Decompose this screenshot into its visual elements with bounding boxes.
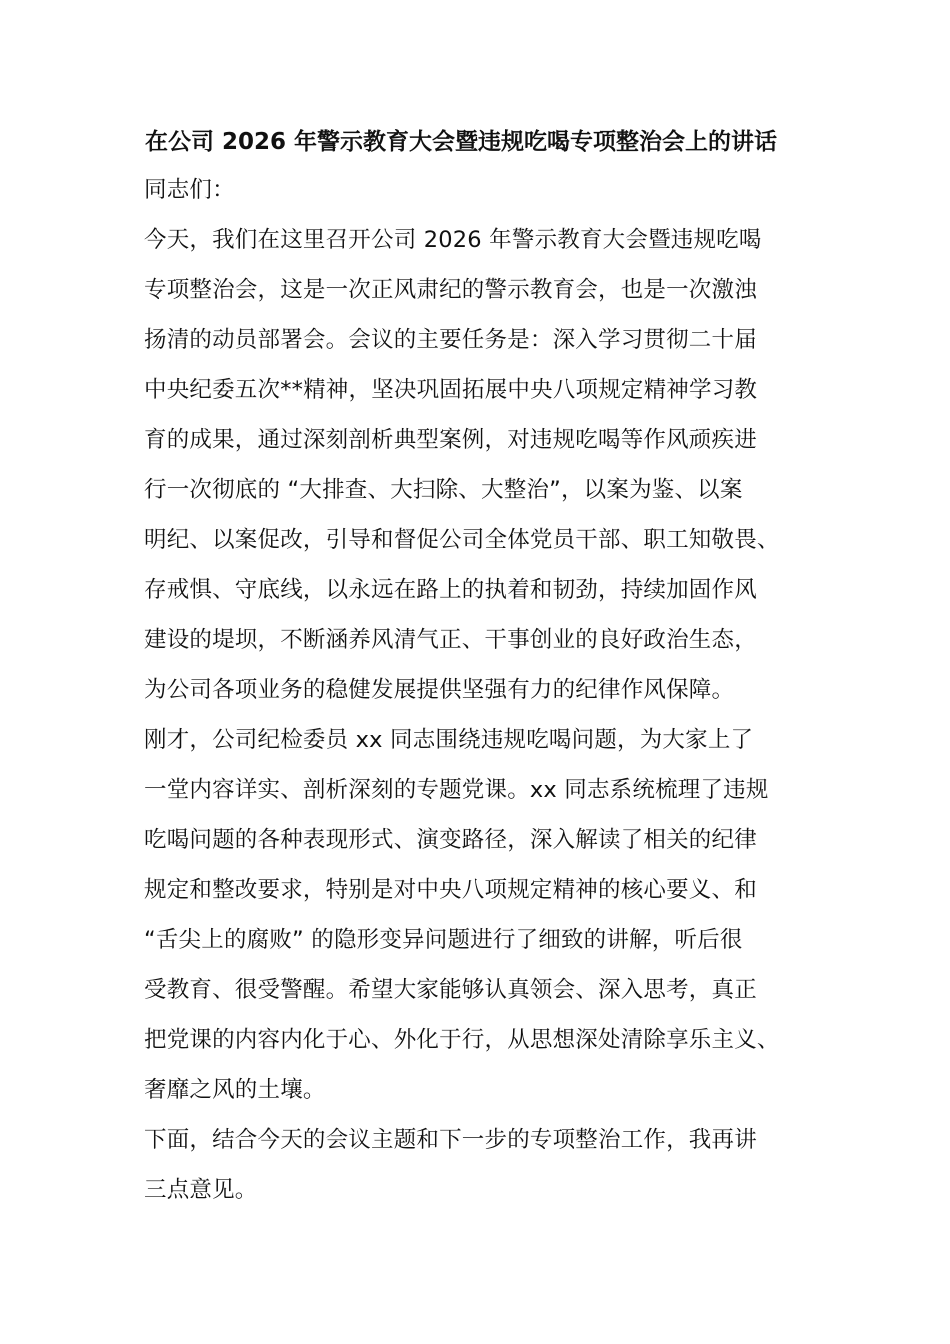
text-line: 明纪、以案促改，引导和督促公司全体党员干部、职工知敬畏、: [144, 527, 780, 553]
text-line: 三点意见。: [144, 1177, 258, 1203]
text-line: 受教育、很受警醒。希望大家能够认真领会、深入思考，真正: [144, 977, 757, 1003]
document-title: 在公司 2026 年警示教育大会暨违规吃喝专项整治会上的讲话: [145, 129, 778, 155]
text-line: 吃喝问题的各种表现形式、演变路径，深入解读了相关的纪律: [144, 827, 757, 853]
text-line: 规定和整改要求，特别是对中央八项规定精神的核心要义、和: [144, 877, 757, 903]
text-line: 扬清的动员部署会。会议的主要任务是：深入学习贯彻二十届: [144, 327, 757, 353]
text-line: “舌尖上的腐败” 的隐形变异问题进行了细致的讲解，听后很: [144, 927, 743, 953]
text-line: 存戒惧、守底线，以永远在路上的执着和韧劲，持续加固作风: [144, 577, 757, 603]
text-line: 中央纪委五次**精神，坚决巩固拓展中央八项规定精神学习教: [144, 377, 758, 403]
text-line: 一堂内容详实、剖析深刻的专题党课。xx 同志系统梳理了违规: [144, 777, 769, 803]
text-line: 为公司各项业务的稳健发展提供坚强有力的纪律作风保障。: [144, 677, 735, 703]
text-line: 刚才，公司纪检委员 xx 同志围绕违规吃喝问题，为大家上了: [144, 727, 754, 753]
text-line: 把党课的内容内化于心、外化于行，从思想深处清除享乐主义、: [144, 1027, 780, 1053]
text-line: 育的成果，通过深刻剖析典型案例，对违规吃喝等作风顽疾进: [144, 427, 757, 453]
text-line: 今天，我们在这里召开公司 2026 年警示教育大会暨违规吃喝: [144, 227, 762, 253]
text-line: 建设的堤坝，不断涵养风清气正、干事创业的良好政治生态，: [144, 627, 757, 653]
text-line: 行一次彻底的 “大排查、大扫除、大整治”，以案为鉴、以案: [144, 477, 743, 503]
text-line: 同志们：: [144, 177, 235, 203]
text-line: 奢靡之风的土壤。: [144, 1077, 326, 1103]
text-line: 专项整治会，这是一次正风肃纪的警示教育会，也是一次激浊: [144, 277, 757, 303]
text-line: 下面，结合今天的会议主题和下一步的专项整治工作，我再讲: [144, 1127, 757, 1153]
